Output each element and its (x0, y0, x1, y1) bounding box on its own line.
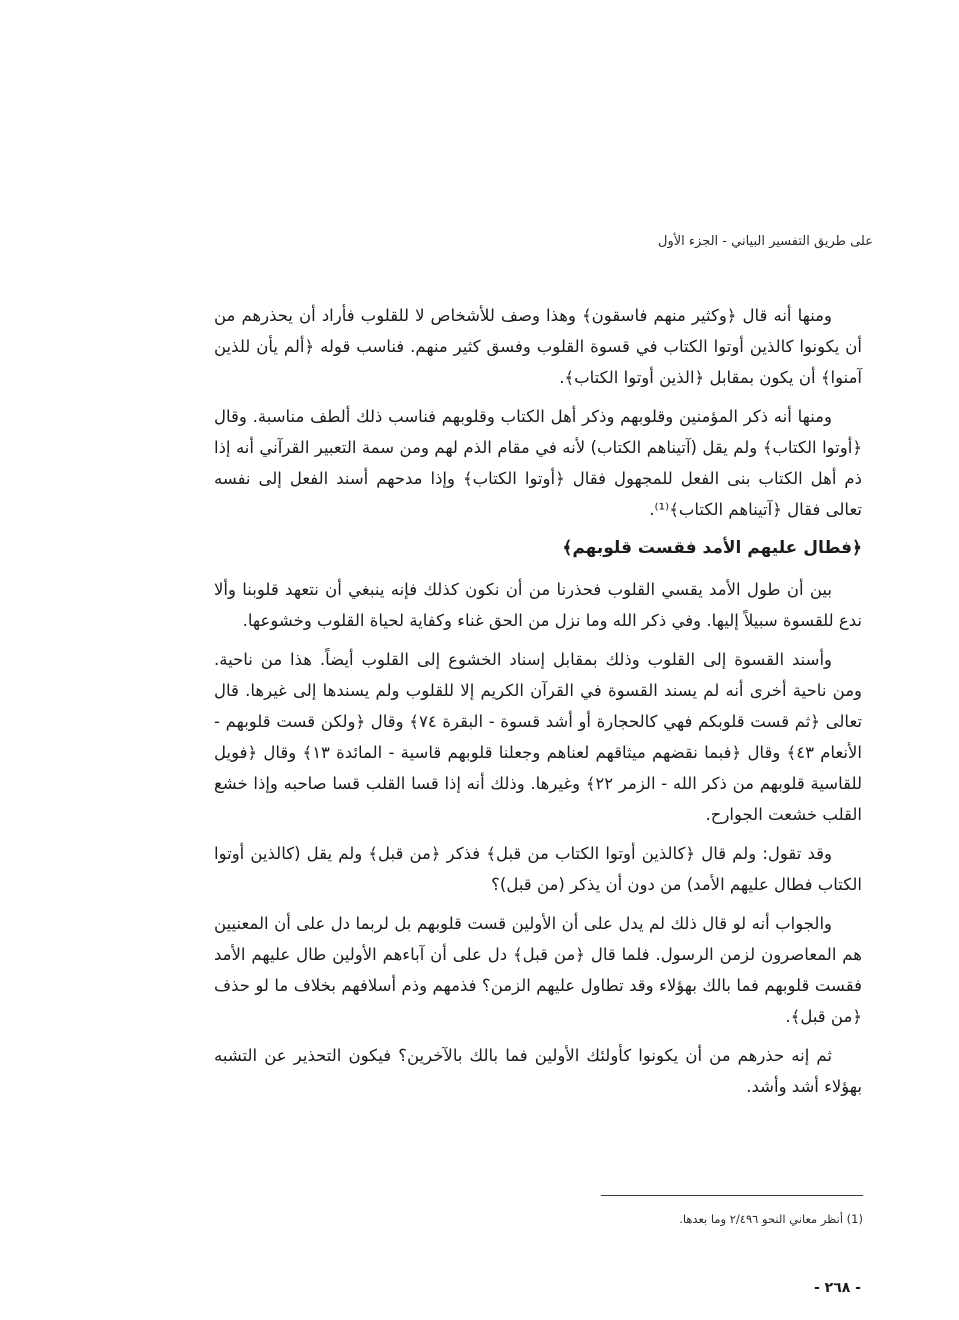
footnote-divider (601, 1195, 863, 1196)
section-heading: ﴿فطال عليهم الأمد فقست قلوبهم﴾ (562, 538, 862, 558)
paragraph-6: والجواب أنه لو قال ذلك لم يدل على أن الأولين قست قلوبهم بل لربما دل على أن المعنيين هم المعاصرون لزمن الرسول. فلما قال ﴿من قبل﴾ دل على أن آباءهم الأولين طال عليهم الأمد فقست قلوبهم فما بالك بهؤلاء وقد تطاول عليهم الزمن؟ فذمهم وذم أسلافهم بخلاف ما لو حذف ﴿من قبل﴾. (214, 914, 862, 1026)
page-number: - ٢٦٨ - (813, 1280, 861, 1296)
footnote: (1) أنظر معاني النحو ٢/٤٩٦ وما بعدها. (679, 1212, 863, 1226)
paragraph-2: ومنها أنه ذكر المؤمنين وقلوبهم وذكر أهل الكتاب وقلوبهم فناسب ذلك ألطف مناسبة. وقال ﴿أوتوا الكتاب﴾ ولم يقل (آتيناهم الكتاب) لأنه في مقام الذم لهم ومن سمة التعبير القرآني أنه إذا ذم أهل الكتاب بنى الفعل للمجهول فقال ﴿أوتوا الكتاب﴾ وإذا مدحهم أسند الفعل إلى نفسه تعالى فقال ﴿آتيناهم الكتاب﴾⁽¹⁾. (214, 407, 862, 519)
paragraph-3: بين أن طول الأمد يقسي القلوب فحذرنا من أن نكون كذلك فإنه ينبغي أن نتعهد قلوبنا وألا ندع للقسوة سبيلاً إليها. وفي ذكر الله وما نزل من الحق غناء وكفاية لحياة القلوب وخشوعها. (214, 580, 862, 630)
paragraph-7: ثم إنه حذرهم من أن يكونوا كأولئك الأولين فما بالك بالآخرين؟ فيكون التحذير عن التشبه بهؤلاء أشد وأشد. (214, 1046, 862, 1096)
body-text (214, 300, 862, 1110)
paragraph-4: وأسند القسوة إلى القلوب وذلك بمقابل إسناد الخشوع إلى القلوب أيضاً. هذا من ناحية. ومن ناحية أخرى أنه لم يسند القسوة في القرآن الكريم إلا للقلوب ولم يسندها إلى غيرها. قال تعالى ﴿ثم قست قلوبكم فهي كالحجارة أو أشد قسوة - البقرة ٧٤﴾ وقال ﴿ولكن قست قلوبهم - الأنعام ٤٣﴾ وقال ﴿فبما نقضهم ميثاقهم لعناهم وجعلنا قلوبهم قاسية - المائدة ١٣﴾ وقال ﴿فويل للقاسية قلوبهم من ذكر الله - الزمر ٢٢﴾ وغيرها. وذلك أنه إذا قسا القلب قسا صاحبه وإذا خشع القلب خشعت الجوارح. (214, 650, 862, 824)
paragraph-5: وقد تقول: ولم قال ﴿كالذين أوتوا الكتاب من قبل﴾ فذكر ﴿من قبل﴾ ولم يقل (كالذين أوتوا الكتاب فطال عليهم الأمد) من دون أن يذكر (من قبل)؟ (214, 844, 862, 894)
paragraph-1: ومنها أنه قال ﴿وكثير منهم فاسقون﴾ وهذا وصف للأشخاص لا للقلوب فأراد أن يحذرهم من أن يكونوا كالذين أوتوا الكتاب في قسوة القلوب وفسق كثير منهم. فناسب قوله ﴿ألم يأن للذين آمنوا﴾ أن يكون بمقابل ﴿الذين أوتوا الكتاب﴾. (214, 306, 862, 387)
running-header: على طريق التفسير البياني - الجزء الأول (658, 234, 873, 249)
